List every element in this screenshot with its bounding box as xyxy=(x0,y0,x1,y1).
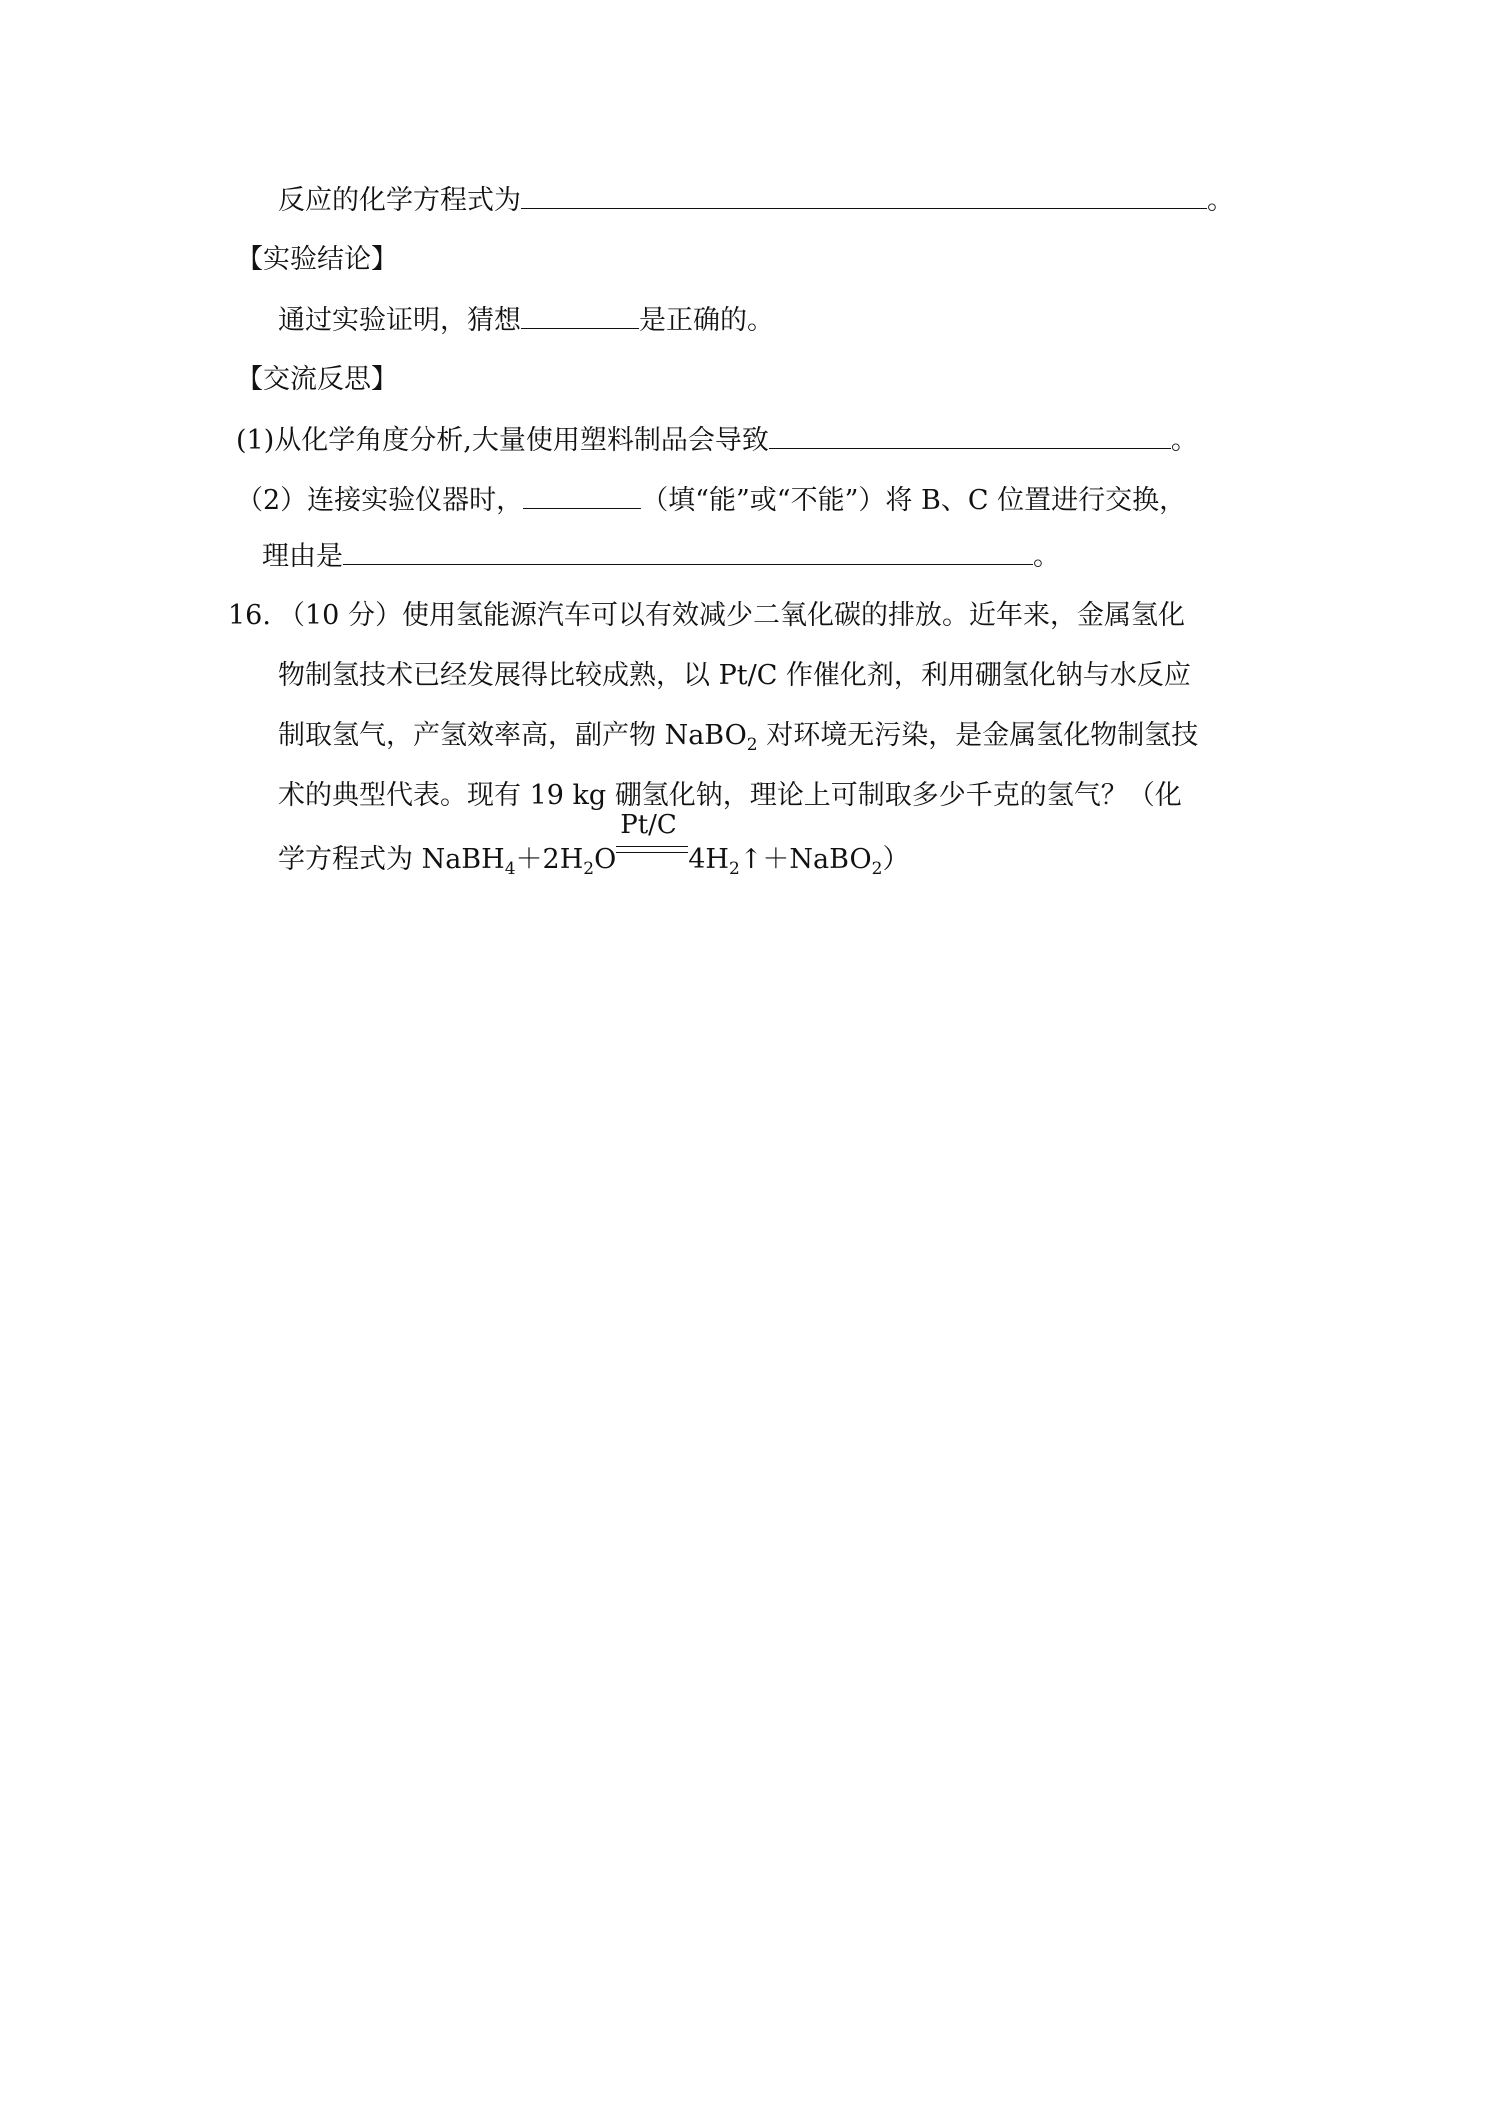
reason-text: 理由是 xyxy=(262,541,343,572)
conclusion-line xyxy=(278,302,774,339)
period: 。 xyxy=(1170,425,1198,456)
period: 。 xyxy=(1033,541,1060,572)
question-16-number: 16. xyxy=(228,600,271,631)
answer-blank-plastic[interactable] xyxy=(769,422,1171,449)
subscript: 2 xyxy=(728,859,740,879)
equals-line-top xyxy=(616,846,688,847)
reflection-2-text-end: （填“能”或“不能”）将 B、C 位置进行交换， xyxy=(641,485,1187,516)
equation-term: ↑＋NaBO xyxy=(739,844,872,875)
answer-blank-reason[interactable] xyxy=(343,538,1033,565)
q16-line3-text: 制取氢气，产氢效率高，副产物 NaBO xyxy=(278,720,747,751)
subscript: 2 xyxy=(583,859,595,879)
q16-line3-text-end: 对环境无污染，是金属氢化物制氢技 xyxy=(757,720,1199,751)
period: 。 xyxy=(1207,185,1234,216)
chemical-equation-line xyxy=(278,810,910,879)
reflection-2-text: （2）连接实验仪器时， xyxy=(236,485,524,516)
subscript: 4 xyxy=(504,859,516,879)
answer-blank-hypothesis[interactable] xyxy=(521,302,639,329)
conclusion-text: 通过实验证明，猜想 xyxy=(278,305,521,336)
equals-line-bottom xyxy=(616,852,688,853)
reason-line xyxy=(262,538,1060,575)
heading-reflection: 【交流反思】 xyxy=(236,364,398,395)
catalyst-label: Pt/C xyxy=(620,810,677,840)
question-16-line-1: （10 分）使用氢能源汽车可以有效减少二氧化碳的排放。近年来，金属氢化 xyxy=(278,600,1185,631)
question-16-line-4: 术的典型代表。现有 19 kg 硼氢化钠，理论上可制取多少千克的氢气？（化 xyxy=(278,780,1182,811)
reflection-item-1 xyxy=(236,422,1198,459)
equation-intro: 学方程式为 NaBH xyxy=(278,844,505,875)
equation-term: O xyxy=(594,844,617,875)
equation-prompt-text: 反应的化学方程式为 xyxy=(278,185,521,216)
answer-blank-can-or-cannot[interactable] xyxy=(523,482,641,509)
reflection-1-text: (1)从化学角度分析,大量使用塑料制品会导致 xyxy=(236,425,769,456)
question-16-line-2: 物制氢技术已经发展得比较成熟，以 Pt/C 作催化剂，利用硼氢化钠与水反应 xyxy=(278,660,1191,691)
question-16-line-3 xyxy=(278,718,1198,754)
subscript: 2 xyxy=(746,735,758,755)
heading-conclusion: 【实验结论】 xyxy=(236,244,398,275)
subscript: 2 xyxy=(871,859,883,879)
reaction-condition xyxy=(616,810,688,868)
equation-term: ＋2H xyxy=(515,844,584,875)
equation-term: 4H xyxy=(688,844,729,875)
conclusion-text-end: 是正确的。 xyxy=(639,305,774,336)
reflection-item-2 xyxy=(236,482,1186,519)
equation-prompt-line xyxy=(278,182,1234,219)
answer-blank-equation[interactable] xyxy=(521,182,1207,209)
equation-close: ） xyxy=(882,844,910,875)
